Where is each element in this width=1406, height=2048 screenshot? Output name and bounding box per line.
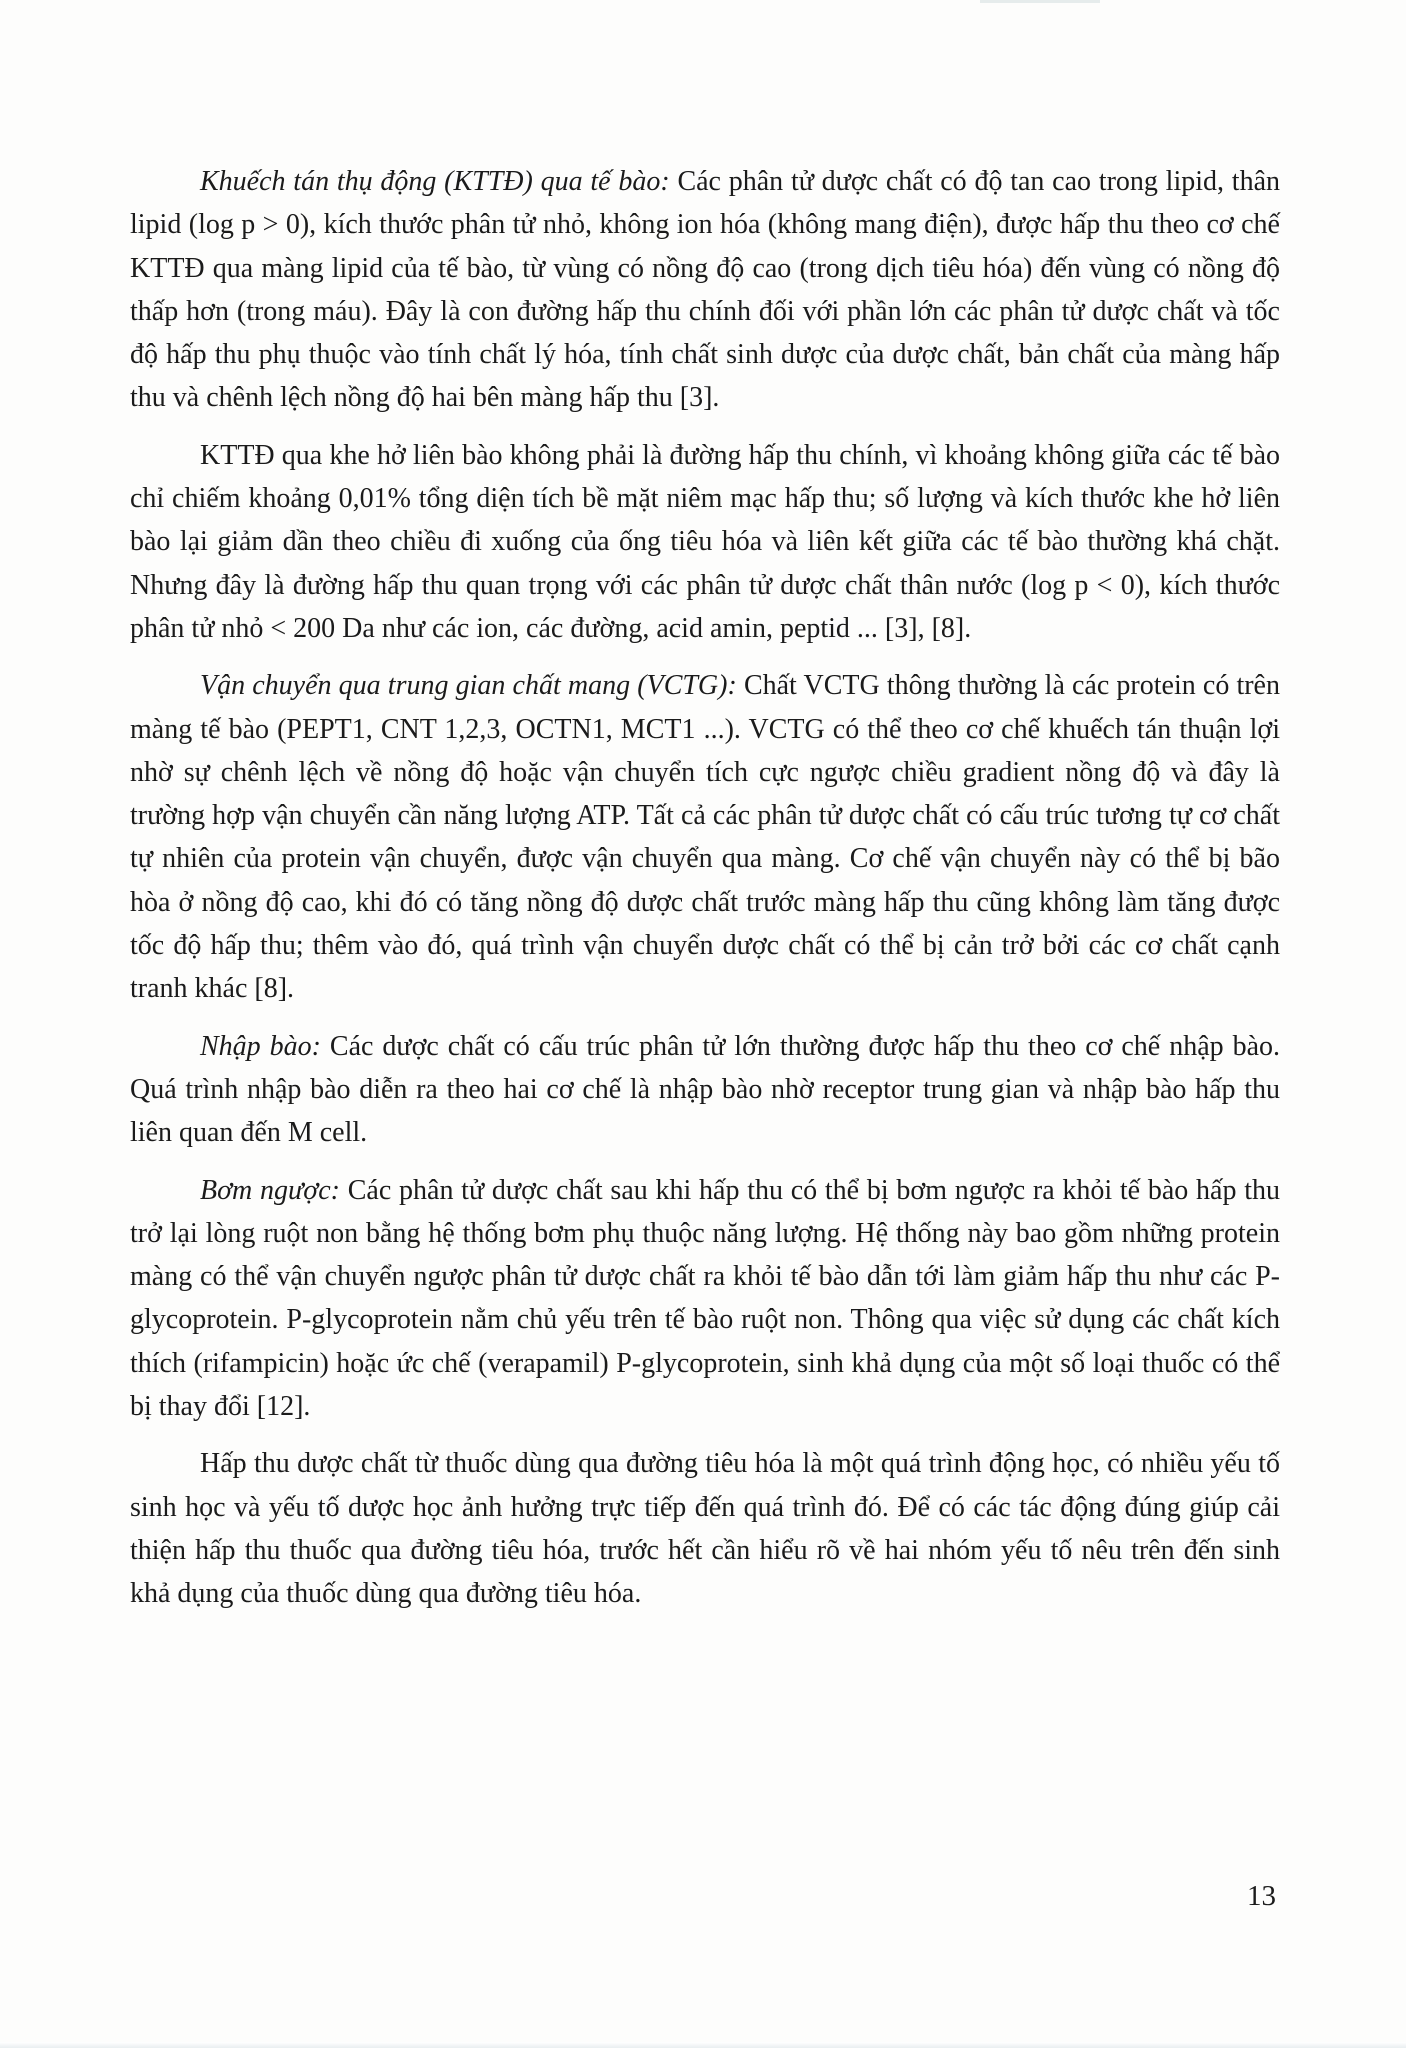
paragraph-lead: Bơm ngược: <box>200 1174 340 1206</box>
paragraph-lead: Vận chuyển qua trung gian chất mang (VCTG): <box>200 670 737 702</box>
paragraph-passive-diffusion-paracellular <box>130 434 1280 650</box>
paragraph-text: Các phân tử dược chất sau khi hấp thu có thể bị bơm ngược ra khỏi tế bào hấp thu trở lại lòng ruột non bằng hệ thống bơm phụ thuộc năng lượng. Hệ thống này bao gồm những protein màng có thể vận chuyển ngược phân tử dược chất ra khỏi tế bào dẫn tới làm giảm hấp thu như các P-glycoprotein. P-glycoprotein nằm chủ yếu trên tế bào ruột non. Thông qua việc sử dụng các chất kích thích (rifampicin) hoặc ức chế (verapamil) P-glycoprotein, sinh khả dụng của một số loại thuốc có thể bị thay đổi [12]. <box>130 1174 1280 1423</box>
paragraph-lead: Khuếch tán thụ động (KTTĐ) qua tế bào: <box>200 166 670 197</box>
paragraph-carrier-mediated-transport <box>130 664 1280 1010</box>
scan-edge-bottom <box>0 2042 1406 2048</box>
paragraph-endocytosis <box>130 1025 1280 1155</box>
paragraph-efflux-pump <box>130 1169 1280 1429</box>
body-text <box>130 160 1280 1630</box>
paragraph-text: Chất VCTG thông thường là các protein có trên màng tế bào (PEPT1, CNT 1,2,3, OCTN1, MCT1 ...). VCTG có thể theo cơ chế khuếch tán thuận lợi nhờ sự chênh lệch về nồng độ hoặc vận chuyển tích cực ngược chiều gradient nồng độ và đây là trường hợp vận chuyển cần năng lượng ATP. Tất cả các phân tử dược chất có cấu trúc tương tự cơ chất tự nhiên của protein vận chuyển, được vận chuyển qua màng. Cơ chế vận chuyển này có thể bị bão hòa ở nồng độ cao, khi đó có tăng nồng độ dược chất trước màng hấp thu cũng không làm tăng được tốc độ hấp thu; thêm vào đó, quá trình vận chuyển dược chất có thể bị cản trở bởi các cơ chất cạnh tranh khác [8]. <box>130 670 1280 1005</box>
paragraph-passive-diffusion-transcellular <box>130 160 1280 420</box>
paragraph-text: KTTĐ qua khe hở liên bào không phải là đường hấp thu chính, vì khoảng không giữa các tế bào chỉ chiếm khoảng 0,01% tổng diện tích bề mặt niêm mạc hấp thu; số lượng và kích thước khe hở liên bào lại giảm dần theo chiều đi xuống của ống tiêu hóa và liên kết giữa các tế bào thường khá chặt. Nhưng đây là đường hấp thu quan trọng với các phân tử dược chất thân nước (log p < 0), kích thước phân tử nhỏ < 200 Da như các ion, các đường, acid amin, peptid ... [3], [8]. <box>130 439 1280 644</box>
paragraph-conclusion <box>130 1442 1280 1615</box>
paragraph-text: Các phân tử dược chất có độ tan cao trong lipid, thân lipid (log p > 0), kích thước phân tử nhỏ, không ion hóa (không mang điện), được hấp thu theo cơ chế KTTĐ qua màng lipid của tế bào, từ vùng có nồng độ cao (trong dịch tiêu hóa) đến vùng có nồng độ thấp hơn (trong máu). Đây là con đường hấp thu chính đối với phần lớn các phân tử dược chất và tốc độ hấp thu phụ thuộc vào tính chất lý hóa, tính chất sinh dược của dược chất, bản chất của màng hấp thu và chênh lệch nồng độ hai bên màng hấp thu [3]. <box>130 166 1280 414</box>
scan-edge-top <box>980 0 1100 3</box>
paragraph-text: Hấp thu dược chất từ thuốc dùng qua đường tiêu hóa là một quá trình động học, có nhiều yếu tố sinh học và yếu tố dược học ảnh hưởng trực tiếp đến quá trình đó. Để có các tác động đúng giúp cải thiện hấp thu thuốc qua đường tiêu hóa, trước hết cần hiểu rõ về hai nhóm yếu tố nêu trên đến sinh khả dụng của thuốc dùng qua đường tiêu hóa. <box>130 1448 1280 1610</box>
page-number: 13 <box>1247 1880 1276 1912</box>
paragraph-lead: Nhập bào: <box>200 1030 321 1062</box>
paragraph-text: Các dược chất có cấu trúc phân tử lớn thường được hấp thu theo cơ chế nhập bào. Quá trình nhập bào diễn ra theo hai cơ chế là nhập bào nhờ receptor trung gian và nhập bào hấp thu liên quan đến M cell. <box>130 1030 1280 1149</box>
